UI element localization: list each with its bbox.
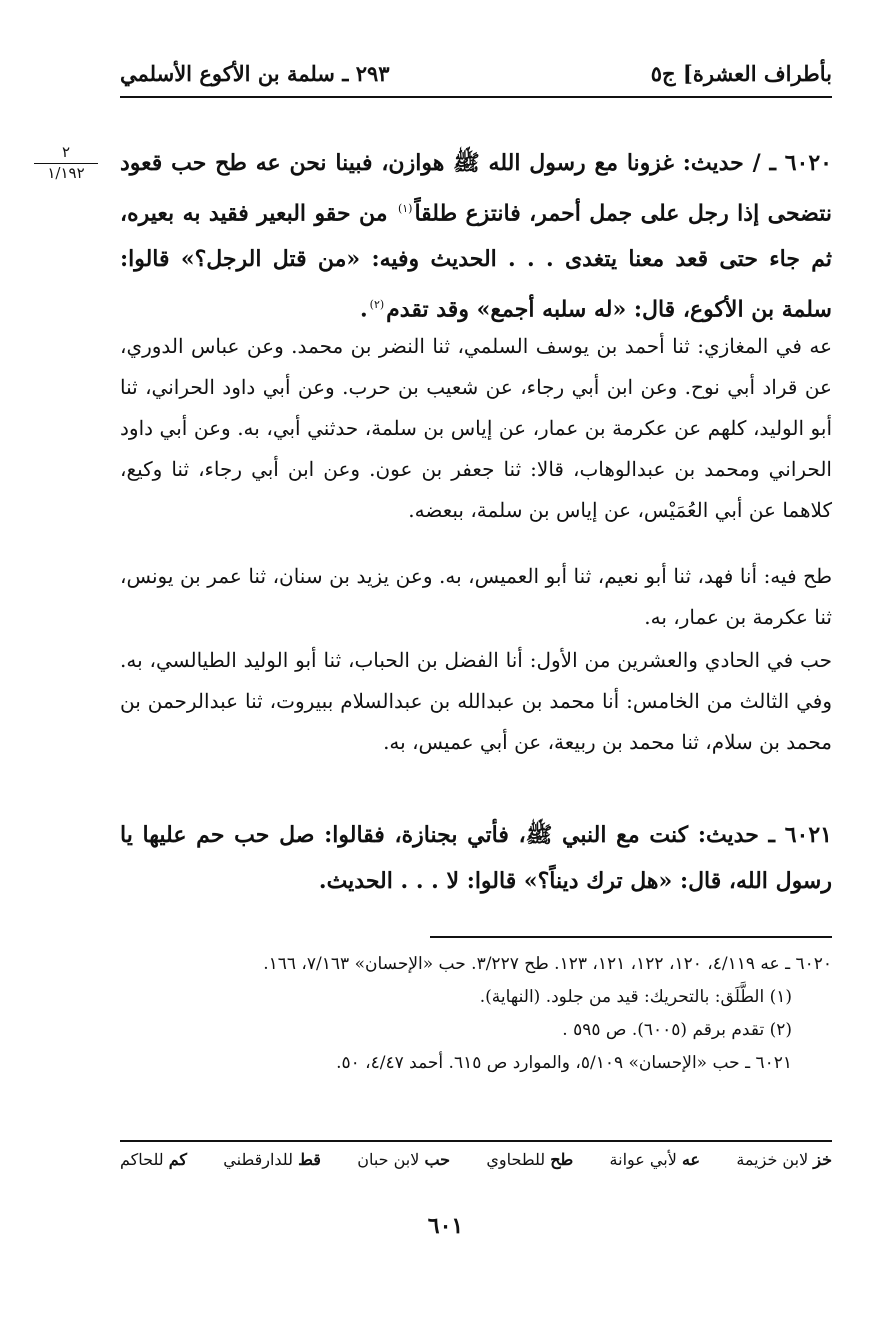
legend-separator xyxy=(120,1140,832,1142)
hadith-6020-end: . xyxy=(359,296,368,323)
legend-item: طح للطحاوي xyxy=(486,1150,574,1169)
hadith-6020-text-2: من حقو البعير فقيد به بعيره، ثم جاء حتى قعد معنا يتغدى . . . الحديث وفيه: «من قتل الرجل؟» قالوا: سلمة بن الأكوع، قال: «له سلبه أجمع» وقد تقدم xyxy=(120,200,832,323)
legend-item: خز لابن خزيمة xyxy=(736,1150,832,1169)
footnote-ref-2[interactable]: (٢) xyxy=(369,298,385,312)
legend-item: عه لأبي عوانة xyxy=(609,1150,701,1169)
header-chapter-title: ٢٩٣ ـ سلمة بن الأكوع الأسلمي xyxy=(120,60,390,86)
hadith-6021: ٦٠٢١ ـ حديث: كنت مع النبي ﷺ، فأتي بجنازة، فقالوا: صل حب حم عليها يا رسول الله، قال: «هل ترك ديناً؟» قالوا: لا . . . الحديث. xyxy=(120,822,832,894)
hadith-6020-text: ٦٠٢٠ ـ / حديث: غزونا مع رسول الله ﷺ هوازن، فبينا نحن عه طح حب قعود نتضحى إذا رجل على جمل أحمر، فانتزع طلقاً xyxy=(120,150,832,227)
commentary-abu-awana: عه في المغازي: ثنا أحمد بن يوسف السلمي، ثنا النضر بن محمد. وعن عباس الدوري، عن قراد أبي نوح. وعن ابن أبي رجاء، عن شعيب بن حرب. وعن أبي داود الحراني، ثنا أبو الوليد، كلهم عن عكرمة بن عمار، عن إياس بن سلمة، حدثني أبي، به. وعن أبي داود الحراني ومحمد بن عبدالوهاب، قالا: ثنا جعفر بن عون. وعن ابن أبي رجاء، ثنا وكيع، كلاهما عن أبي العُمَيْس، عن إياس بن سلمة، ببعضه. xyxy=(120,334,832,522)
footnote-ref-1[interactable]: (١) xyxy=(397,202,413,215)
commentary-tahawi: طح فيه: أنا فهد، ثنا أبو نعيم، ثنا أبو العميس، به. وعن يزيد بن سنان، ثنا عمر بن يونس، ثنا عكرمة بن عمار، به. xyxy=(120,564,832,629)
footnote-sources-6021: ٦٠٢١ ـ حب «الإحسان» ٥/١٠٩، والموارد ص ٦١٥. أحمد ٤/٤٧، ٥٠. xyxy=(336,1053,792,1073)
page-number: ٦٠١ xyxy=(427,1213,464,1239)
commentary-ibn-hibban: حب في الحادي والعشرين من الأول: أنا الفضل بن الحباب، ثنا أبو الوليد الطيالسي، به. وفي الثالث من الخامس: أنا محمد بن عبدالله بن عبدالسلام ببيروت، ثنا عبدالرحمن بن محمد بن سلام، ثنا محمد بن ربيعة، عن أبي عميس، به. xyxy=(120,648,832,754)
margin-manuscript-reference xyxy=(34,143,98,182)
margin-note-bottom: ١/١٩٢ xyxy=(47,164,85,182)
footnote-separator xyxy=(430,936,832,938)
running-header xyxy=(120,50,832,98)
footnotes xyxy=(120,948,832,1080)
legend-item: قط للدارقطني xyxy=(223,1150,321,1169)
footnote-1: (١) الطَّلَق: بالتحريك: قيد من جلود. (النهاية). xyxy=(479,987,792,1007)
hadith-6020 xyxy=(120,140,832,333)
footnote-2: (٢) تقدم برقم (٦٠٠٥). ص ٥٩٥ . xyxy=(562,1020,792,1040)
margin-note-top: ٢ xyxy=(34,143,98,164)
legend-item: حب لابن حبان xyxy=(357,1150,451,1169)
footnote-sources-6020: ٦٠٢٠ ـ عه ٤/١١٩، ١٢٠، ١٢٢، ١٢١، ١٢٣. طح ٣/٢٢٧. حب «الإحسان» ٧/١٦٣، ١٦٦. xyxy=(263,954,832,974)
legend-item: كم للحاكم xyxy=(120,1150,187,1169)
header-volume-title: بأطراف العشرة] ج٥ xyxy=(650,60,832,86)
abbreviation-legend xyxy=(120,1150,832,1169)
